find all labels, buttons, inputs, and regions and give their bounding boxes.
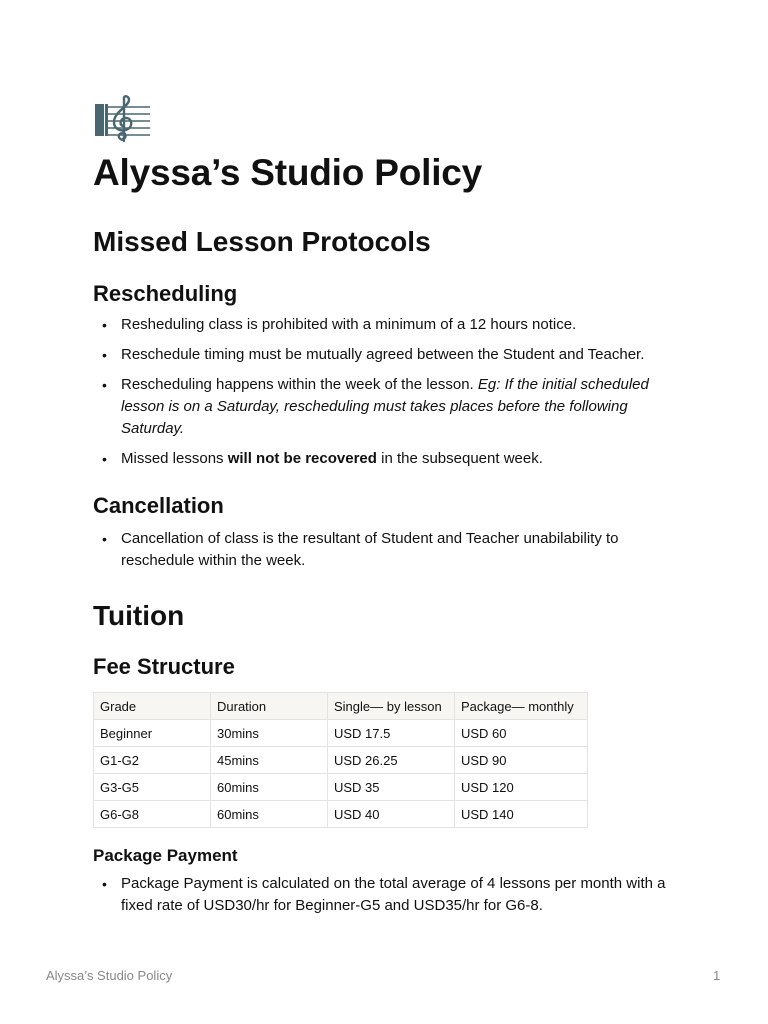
footer-title: Alyssa’s Studio Policy: [46, 968, 173, 983]
table-cell: USD 26.25: [328, 747, 455, 774]
cancellation-list: [93, 528, 678, 580]
table-cell: G6-G8: [94, 801, 211, 828]
list-item: • Reschedule timing must be mutually agreed between the Student and Teacher.: [93, 344, 678, 366]
table-cell: Beginner: [94, 720, 211, 747]
subsection-heading-fee-structure: Fee Structure: [93, 654, 235, 679]
package-payment-list: [93, 873, 678, 925]
table-cell: USD 40: [328, 801, 455, 828]
table-cell: USD 60: [455, 720, 588, 747]
table-row: [94, 747, 588, 774]
table-cell: 45mins: [211, 747, 328, 774]
section-heading-tuition: Tuition: [93, 600, 185, 631]
page-number: 1: [713, 968, 721, 983]
column-header: Package— monthly: [455, 693, 588, 720]
table-header-row: [94, 693, 588, 720]
table-cell: G1-G2: [94, 747, 211, 774]
list-item: • Cancellation of class is the resultant of Student and Teacher unabilability to reschedule within the week.: [93, 528, 678, 572]
column-header: Grade: [94, 693, 211, 720]
section-heading-missed-lesson-protocols: Missed Lesson Protocols: [93, 226, 431, 257]
list-item: • Rescheduling happens within the week of the lesson. Eg: If the initial scheduled lesson is on a Saturday, rescheduling must takes places before the following Saturday.: [93, 374, 678, 440]
emphasis: will not be recovered: [227, 450, 377, 467]
table-cell: USD 140: [455, 801, 588, 828]
subsection-heading-rescheduling: Rescheduling: [93, 281, 238, 306]
example-note: Eg: If the initial scheduled lesson is on a Saturday, rescheduling must takes places before the following Saturday.: [121, 376, 649, 437]
rescheduling-list: [93, 314, 678, 478]
list-item: • Missed lessons will not be recovered in the subsequent week.: [93, 448, 678, 470]
table-row: [94, 720, 588, 747]
table-cell: USD 35: [328, 774, 455, 801]
table-cell: 60mins: [211, 801, 328, 828]
table-cell: G3-G5: [94, 774, 211, 801]
table-cell: USD 17.5: [328, 720, 455, 747]
page-title: Alyssa’s Studio Policy: [93, 152, 483, 193]
table-row: [94, 801, 588, 828]
fee-structure-table: [93, 692, 588, 828]
column-header: Single— by lesson: [328, 693, 455, 720]
table-cell: USD 120: [455, 774, 588, 801]
column-header: Duration: [211, 693, 328, 720]
subsection-heading-package-payment: Package Payment: [93, 846, 238, 865]
list-item: • Package Payment is calculated on the total average of 4 lessons per month with a fixed rate of USD30/hr for Beginner-G5 and USD35/hr for G6-8.: [93, 873, 678, 917]
table-row: [94, 774, 588, 801]
table-cell: 30mins: [211, 720, 328, 747]
table-cell: 60mins: [211, 774, 328, 801]
treble-clef-staff-icon: [94, 94, 152, 146]
subsection-heading-cancellation: Cancellation: [93, 493, 224, 518]
table-cell: USD 90: [455, 747, 588, 774]
list-item: • Resheduling class is prohibited with a minimum of a 12 hours notice.: [93, 314, 678, 336]
